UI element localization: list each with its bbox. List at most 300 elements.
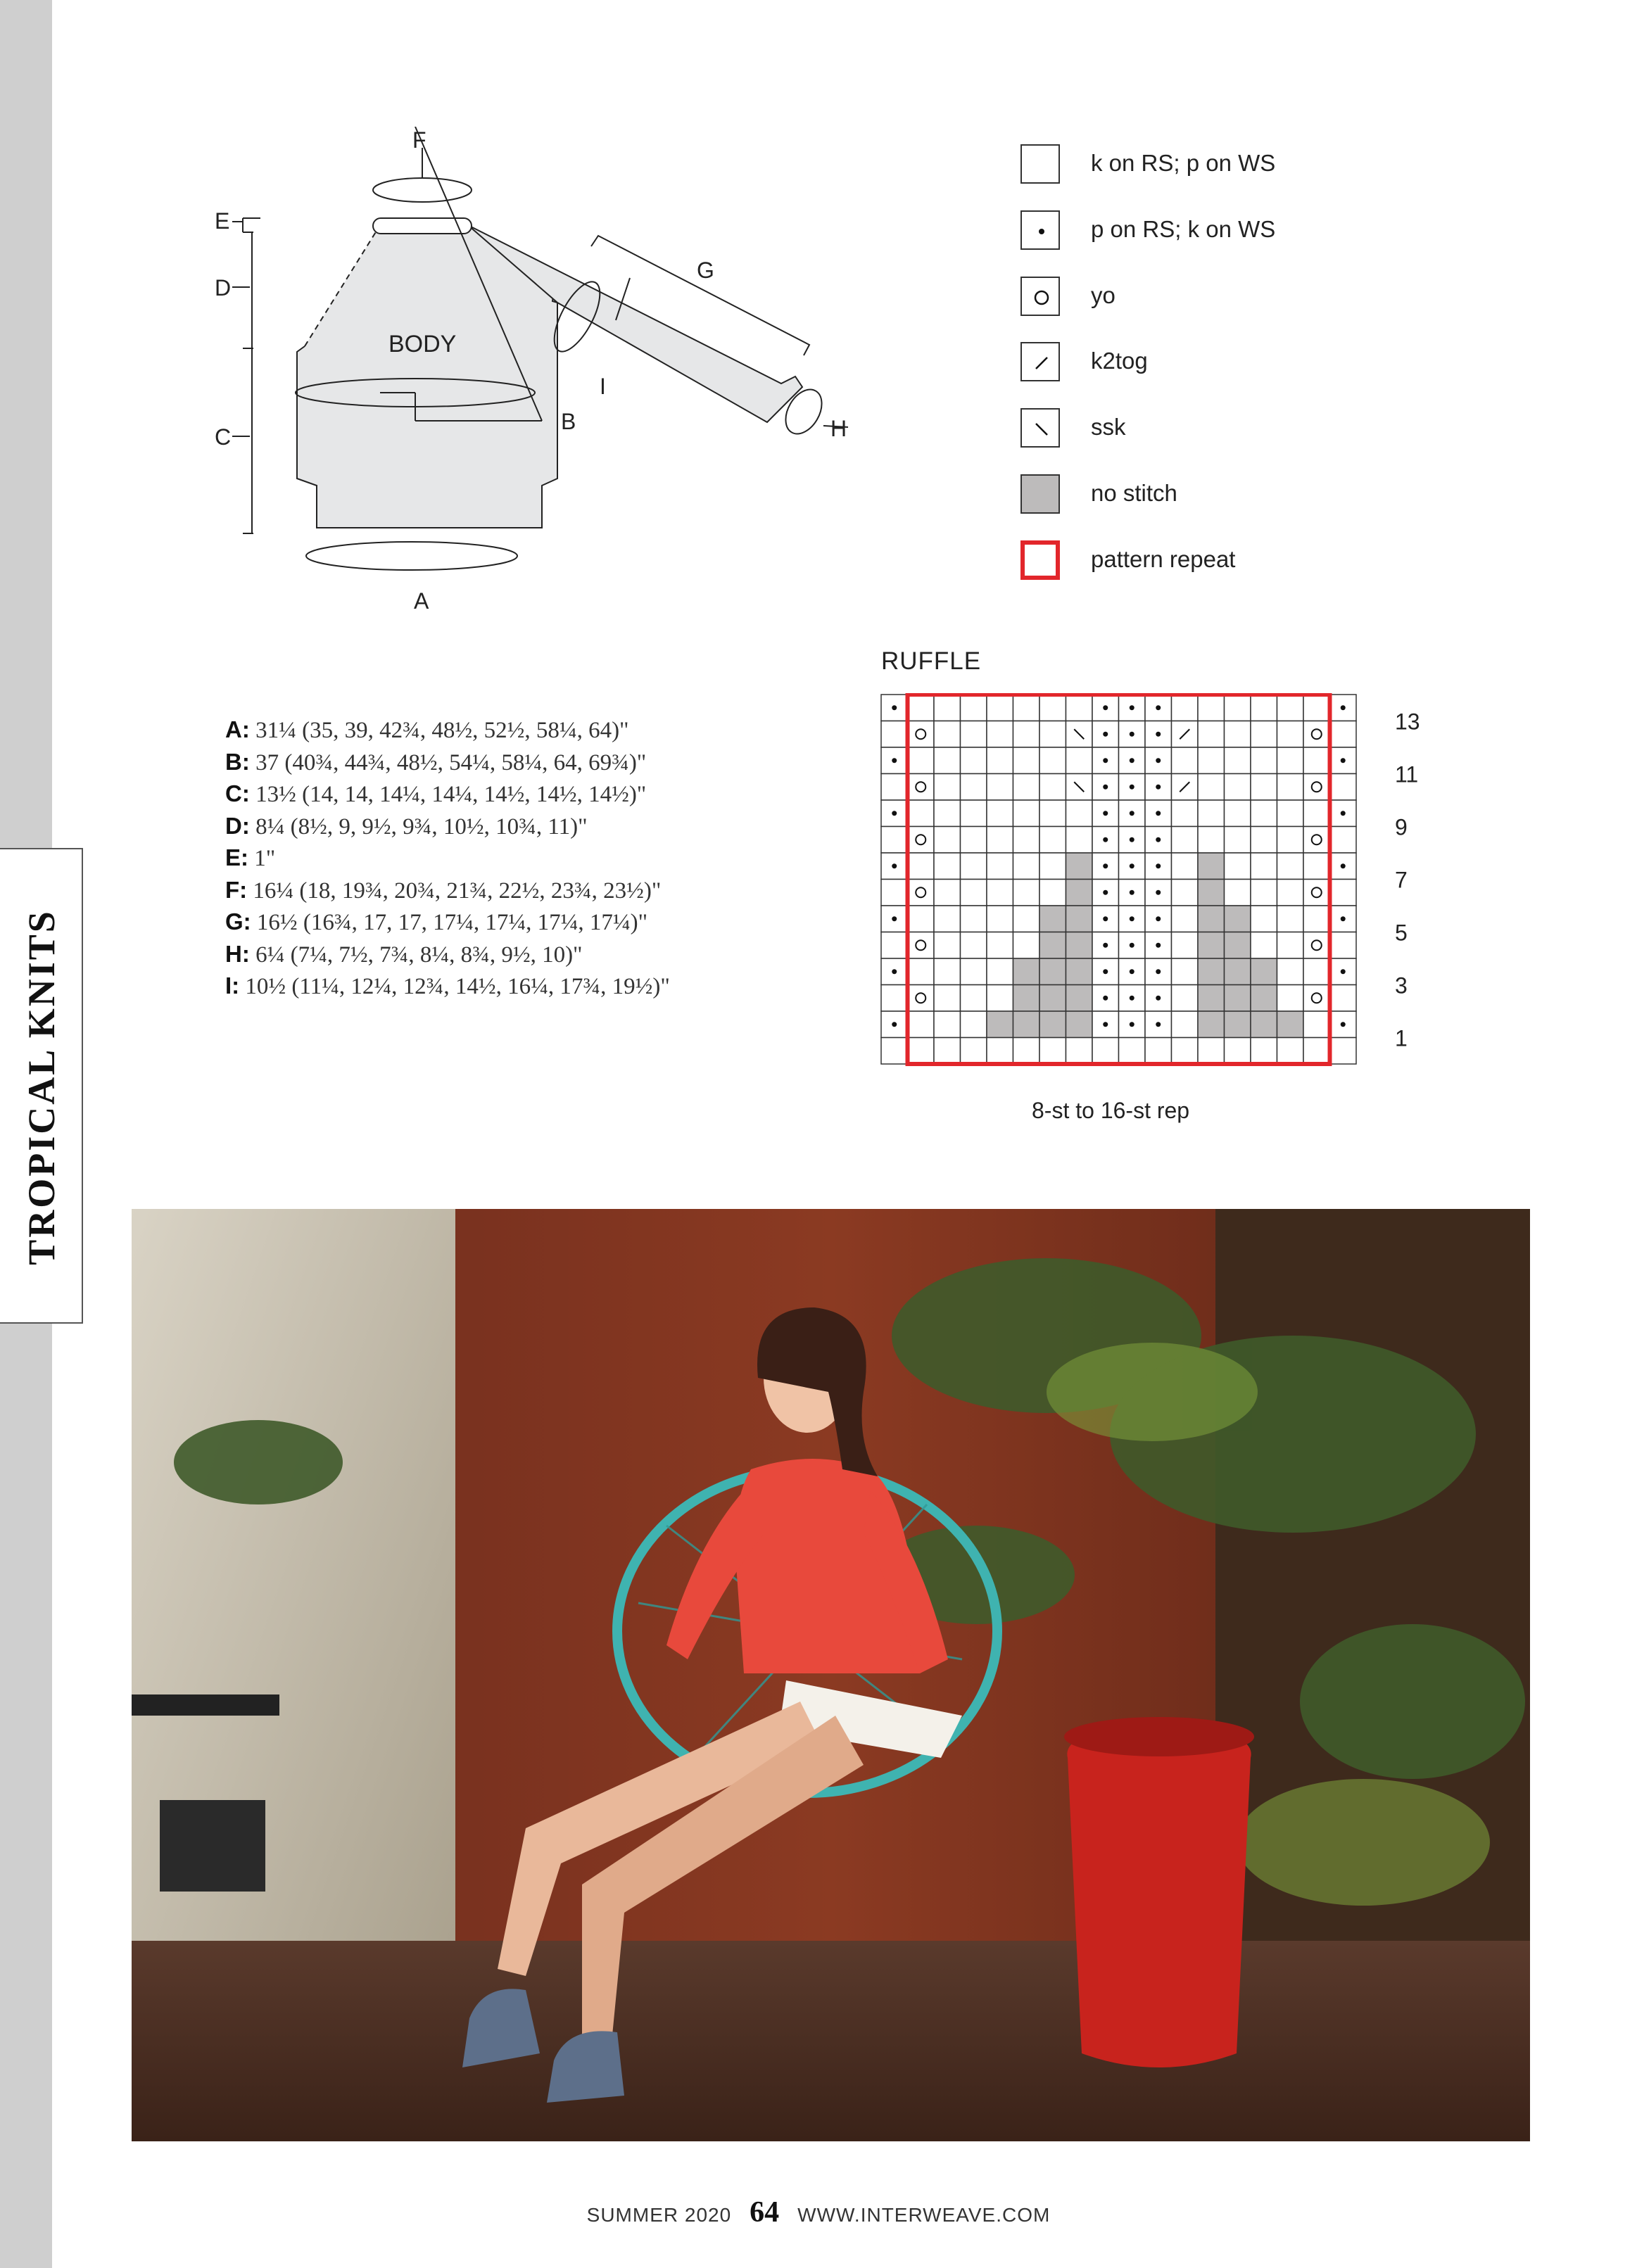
measurement-key: B: [225,748,250,775]
chart-cell [1198,774,1225,801]
purl-dot [1156,811,1161,816]
chart-cell [881,774,908,801]
purl-dot [1130,996,1134,1001]
chart-cell [987,827,1013,854]
chart-cell [1303,853,1330,880]
chart-cell [1066,880,1093,906]
chart-cell [1225,853,1251,880]
chart-cell [961,985,987,1012]
section-tab-label: TROPICAL KNITS [20,909,63,1265]
chart-cell [1303,1011,1330,1038]
chart-cell [1172,800,1199,827]
svg-text:B: B [561,409,576,434]
svg-text:C: C [215,424,232,450]
chart-cell [1225,880,1251,906]
chart-cell [1251,853,1277,880]
sweater-schematic [211,127,880,633]
chart-cell [1225,721,1251,748]
chart-cell [961,800,987,827]
measurement-key: F: [225,876,248,903]
chart-cell [1277,695,1304,721]
purl-dot [1103,996,1108,1001]
circle-icon [1020,277,1060,316]
svg-text:I: I [600,374,606,399]
purl-dot [1156,1022,1161,1027]
chart-cell [961,1011,987,1038]
chart-cell [1039,1038,1066,1065]
chart-cell [1198,827,1225,854]
chart-cell [1251,932,1277,959]
legend-item-k2tog: k2tog [1020,342,1513,386]
chart-cell [1277,880,1304,906]
slash-icon [1020,342,1060,381]
measurement-key: E: [225,844,248,870]
chart-cell [881,880,908,906]
chart-cell [1172,695,1199,721]
chart-cell [1225,800,1251,827]
chart-cell [1172,932,1199,959]
chart-cell [1013,958,1040,985]
chart-cell [1198,880,1225,906]
purl-dot [1156,837,1161,842]
svg-text:H: H [830,416,847,441]
chart-cell [1013,721,1040,748]
chart-cell [961,958,987,985]
purl-dot [1156,758,1161,763]
svg-text:D: D [215,275,232,300]
row-number: 7 [1395,867,1408,893]
chart-cell [961,827,987,854]
purl-dot [1156,969,1161,974]
chart-cell [1303,800,1330,827]
chart-cell [934,695,961,721]
chart-cell [1330,1038,1357,1065]
chart-cell [881,827,908,854]
chart-cell [908,695,935,721]
page-number: 64 [750,2196,780,2229]
purl-dot [1341,916,1346,921]
chart-cell [1066,747,1093,774]
chart-cell [961,774,987,801]
chart-cell [961,932,987,959]
purl-dot [1103,969,1108,974]
chart-cell [1198,1038,1225,1065]
section-tab [0,848,83,1324]
measurement-key: D: [225,812,250,839]
chart-cell [961,880,987,906]
legend-item-yo: yo [1020,277,1513,320]
chart-cell [1251,985,1277,1012]
purl-dot [1130,785,1134,790]
chart-cell [1013,906,1040,932]
chart-cell [1225,958,1251,985]
purl-dot [1156,863,1161,868]
purl-dot [892,811,897,816]
chart-cell [987,880,1013,906]
chart-cell [1172,853,1199,880]
body-shape [297,225,557,528]
chart-cell [934,985,961,1012]
chart-cell [1251,774,1277,801]
purl-dot [1341,969,1346,974]
purl-dot [1103,1022,1108,1027]
chart-cell [1303,747,1330,774]
page-footer [0,2196,1637,2229]
chart-cell [1277,958,1304,985]
footer-url: WWW.INTERWEAVE.COM [797,2204,1051,2226]
chart-cell [1330,932,1357,959]
purl-dot [1103,705,1108,710]
purl-dot [1130,732,1134,737]
chart-cell [934,880,961,906]
chart-cell [987,958,1013,985]
measurement-key: H: [225,940,250,967]
measurement-line [225,970,670,1003]
chart-cell [1013,800,1040,827]
measurement-line [225,875,670,907]
svg-text:A: A [414,588,429,614]
chart-cell [1013,827,1040,854]
body-label: BODY [388,331,457,357]
measurement-value: 37 (40¾, 44¾, 48½, 54¼, 58¼, 64, 69¾)" [249,749,647,775]
chart-cell [1251,695,1277,721]
chart-cell [1172,985,1199,1012]
chart-cell [1039,880,1066,906]
chart-cell [1066,853,1093,880]
chart-cell [1251,1011,1277,1038]
chart-cell [1251,721,1277,748]
chart-cell [934,774,961,801]
gray-square-icon [1020,474,1060,514]
svg-text:E: E [215,208,230,234]
chart-cell [881,721,908,748]
chart-cell [1066,695,1093,721]
chart-cell [908,985,935,1012]
chart-cell [1198,958,1225,985]
measurement-value: 16¼ (18, 19¾, 20¾, 21¾, 22½, 23¾, 23½)" [247,878,662,904]
chart-cell [1277,747,1304,774]
purl-dot [1130,969,1134,974]
dot-icon [1020,210,1060,250]
chart-cell [934,958,961,985]
chart-cell [987,853,1013,880]
chart-cell [1198,853,1225,880]
chart-cell [1277,827,1304,854]
chart-cell [934,932,961,959]
chart-caption: 8-st to 16-st rep [1032,1098,1190,1123]
chart-cell [1225,827,1251,854]
chart-cell [961,721,987,748]
chart-cell [1303,932,1330,959]
measurement-key: G: [225,908,251,935]
purl-dot [1156,996,1161,1001]
chart-cell [1013,880,1040,906]
purl-dot [1130,863,1134,868]
chart-cell [1039,958,1066,985]
purl-dot [1103,758,1108,763]
purl-dot [1103,916,1108,921]
chart-cell [1013,774,1040,801]
chart-cell [1277,853,1304,880]
chart-cell [1039,747,1066,774]
chart-cell [1172,747,1199,774]
measurement-line [225,714,670,747]
chart-cell [1277,906,1304,932]
chart-cell [1251,1038,1277,1065]
purl-dot [892,969,897,974]
chart-cell [1039,853,1066,880]
red-outline-square-icon [1020,540,1060,580]
chart-cell [881,932,908,959]
chart-cell [1277,985,1304,1012]
chart-cell [1251,906,1277,932]
legend-item-ssk: ssk [1020,408,1513,452]
chart-cell [961,906,987,932]
chart-cell [1198,985,1225,1012]
chart-cell [1277,1038,1304,1065]
chart-cell [881,985,908,1012]
chart-cell [1092,1038,1119,1065]
chart-cell [1198,906,1225,932]
chart-cell [1066,800,1093,827]
chart-cell [1330,827,1357,854]
chart-cell [1066,1038,1093,1065]
chart-cell [908,827,935,854]
chart-cell [1225,906,1251,932]
chart-cell [1225,985,1251,1012]
chart-cell [908,747,935,774]
chart-cell [1303,695,1330,721]
chart-cell [1330,721,1357,748]
purl-dot [1103,943,1108,948]
measurement-key: A: [225,716,250,742]
purl-dot [1130,758,1134,763]
row-number: 3 [1395,973,1408,999]
chart-cell [1303,906,1330,932]
footer-issue: SUMMER 2020 [586,2204,732,2226]
purl-dot [1130,837,1134,842]
purl-dot [1341,758,1346,763]
chart-cell [987,1038,1013,1065]
model-photo [132,1209,1530,2141]
legend-item-purl: p on RS; k on WS [1020,210,1513,254]
chart-cell [908,721,935,748]
chart-cell [987,695,1013,721]
chart-cell [961,695,987,721]
purl-dot [1103,811,1108,816]
chart-cell [1039,721,1066,748]
chart-cell [1013,1011,1040,1038]
measurement-value: 13½ (14, 14, 14¼, 14¼, 14½, 14½, 14½)" [249,782,647,807]
chart-cell [1039,800,1066,827]
chart-cell [1066,827,1093,854]
chart-cell [934,827,961,854]
purl-dot [1130,916,1134,921]
measurement-value: 8¼ (8½, 9, 9½, 9¾, 10½, 10¾, 11)" [249,813,588,840]
purl-dot [1103,890,1108,895]
chart-cell [1330,774,1357,801]
chart-cell [1303,1038,1330,1065]
purl-dot [1156,890,1161,895]
chart-cell [1251,800,1277,827]
chart-cell [1330,880,1357,906]
purl-dot [892,863,897,868]
chart-cell [987,932,1013,959]
chart-cell [934,800,961,827]
chart-cell [908,906,935,932]
purl-dot [1156,785,1161,790]
svg-text:F: F [412,127,426,153]
purl-dot [892,916,897,921]
chart-cell [1039,906,1066,932]
chart-cell [908,932,935,959]
purl-dot [1130,811,1134,816]
chart-cell [1039,774,1066,801]
chart-cell [1225,695,1251,721]
chart-cell [1013,1038,1040,1065]
chart-cell [1198,1011,1225,1038]
chart-cell [1039,932,1066,959]
purl-dot [1156,705,1161,710]
chart-cell [1066,906,1093,932]
measurement-value: 6¼ (7¼, 7½, 7¾, 8¼, 8¾, 9½, 10)" [249,942,583,968]
purl-dot [1103,863,1108,868]
chart-cell [908,1038,935,1065]
svg-text:G: G [697,258,714,283]
chart-cell [1066,985,1093,1012]
purl-dot [1341,1022,1346,1027]
chart-cell [1251,880,1277,906]
chart-cell [1198,747,1225,774]
blank-square-icon [1020,144,1060,184]
chart-cell [1303,774,1330,801]
row-number: 5 [1395,920,1408,946]
chart-cell [1039,1011,1066,1038]
chart-cell [1172,1011,1199,1038]
chart-cell [1013,747,1040,774]
purl-dot [892,1022,897,1027]
chart-cell [1330,985,1357,1012]
purl-dot [1156,916,1161,921]
chart-cell [1066,932,1093,959]
chart-cell [1013,695,1040,721]
chart-cell [934,853,961,880]
chart-cell [1172,1038,1199,1065]
purl-dot [1130,705,1134,710]
chart-cell [908,853,935,880]
chart-cell [1039,985,1066,1012]
chart-cell [908,774,935,801]
chart-cell [1277,1011,1304,1038]
chart-cell [1225,774,1251,801]
backslash-icon [1020,408,1060,448]
measurements-list [225,714,670,1003]
chart-cell [987,747,1013,774]
chart-cell [961,853,987,880]
purl-dot [1156,732,1161,737]
purl-dot [1103,732,1108,737]
chart-cell [1172,880,1199,906]
purl-dot [1341,863,1346,868]
row-number: 1 [1395,1025,1408,1051]
chart-cell [1225,932,1251,959]
chart-cell [1066,958,1093,985]
chart-cell [987,721,1013,748]
chart-cell [1303,721,1330,748]
measurement-value: 1" [248,846,276,871]
chart-cell [1119,1038,1146,1065]
chart-cell [1225,1011,1251,1038]
chart-cell [1225,1038,1251,1065]
measurement-line [225,842,670,875]
measurement-key: I: [225,973,240,999]
measurement-line [225,778,670,811]
chart-cell [1277,932,1304,959]
chart-cell [1198,800,1225,827]
chart-cell [1013,985,1040,1012]
purl-dot [1156,943,1161,948]
chart-cell [1303,985,1330,1012]
chart-cell [1013,932,1040,959]
measurement-line [225,939,670,971]
chart-cell [908,880,935,906]
purl-dot [1341,811,1346,816]
purl-dot [892,705,897,710]
row-number: 13 [1395,709,1420,735]
row-number: 9 [1395,814,1408,840]
chart-cell [1039,827,1066,854]
legend-item-pattern-repeat: pattern repeat [1020,540,1513,584]
chart-cell [987,800,1013,827]
chart-cell [987,906,1013,932]
purl-dot [1341,705,1346,710]
chart-cell [1277,800,1304,827]
chart-cell [1251,827,1277,854]
chart-cell [934,1011,961,1038]
chart-cell [1277,774,1304,801]
purl-dot [1130,890,1134,895]
legend-item-no-stitch: no stitch [1020,474,1513,518]
row-number: 11 [1395,761,1419,787]
chart-cell [934,747,961,774]
chart-cell [934,1038,961,1065]
chart-cell [961,1038,987,1065]
chart-cell [881,1038,908,1065]
ruffle-chart [880,693,1443,1073]
chart-cell [908,800,935,827]
measurement-value: 31¼ (35, 39, 42¾, 48½, 52½, 58¼, 64)" [249,718,629,743]
chart-cell [1013,853,1040,880]
purl-dot [1130,1022,1134,1027]
measurement-line [225,906,670,939]
chart-cell [934,721,961,748]
purl-dot [1103,837,1108,842]
chart-cell [987,1011,1013,1038]
legend-item-knit: k on RS; p on WS [1020,144,1513,188]
chart-cell [1303,827,1330,854]
chart-cell [1277,721,1304,748]
measurement-value: 16½ (16¾, 17, 17, 17¼, 17¼, 17¼, 17¼)" [251,910,648,935]
chart-cell [1198,932,1225,959]
chart-cell [1251,747,1277,774]
chart-cell [1198,695,1225,721]
chart-cell [961,747,987,774]
chart-cell [1172,958,1199,985]
chart-cell [987,985,1013,1012]
measurement-value: 10½ (11¼, 12¼, 12¾, 14½, 16¼, 17¾, 19½)" [239,974,670,999]
chart-cell [908,958,935,985]
measurement-line [225,811,670,843]
